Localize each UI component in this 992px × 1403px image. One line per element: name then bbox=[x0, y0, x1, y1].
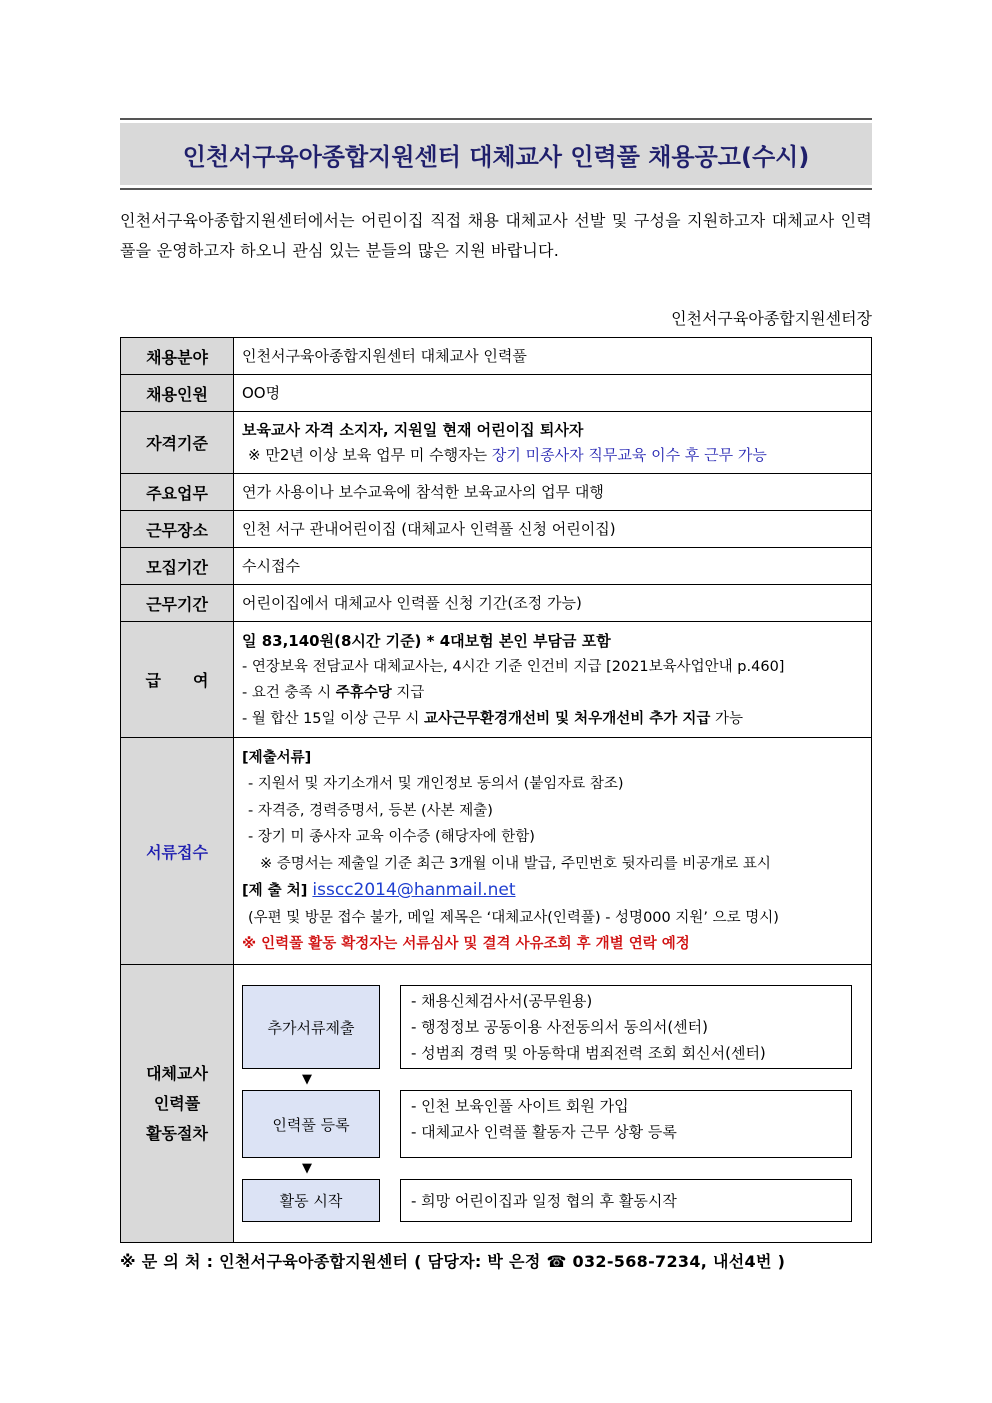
step-box: 인력풀 등록 bbox=[242, 1090, 380, 1158]
row-field bbox=[121, 338, 872, 375]
step-detail bbox=[400, 985, 852, 1069]
step-detail bbox=[400, 1090, 852, 1158]
row-value bbox=[234, 412, 872, 474]
row-value: 수시접수 bbox=[234, 548, 872, 585]
arrow-down-icon: ▼ bbox=[302, 1161, 312, 1176]
row-pay bbox=[121, 622, 872, 738]
qual-line1: 보육교사 자격 소지자, 지원일 현재 어린이집 퇴사자 bbox=[242, 420, 584, 439]
step-item: - 성범죄 경력 및 아동학대 범죄전력 조회 회신서(센터) bbox=[411, 1044, 766, 1062]
row-period bbox=[121, 548, 872, 585]
step-item: - 인천 보육인풀 사이트 회원 가입 bbox=[411, 1097, 629, 1115]
row-label: 모집기간 bbox=[121, 548, 234, 585]
row-value: OO명 bbox=[234, 375, 872, 412]
page-title: 인천서구육아종합지원센터 대체교사 인력풀 채용공고(수시) bbox=[120, 123, 872, 185]
row-value bbox=[234, 965, 872, 1243]
docs-item: - 지원서 및 자기소개서 및 개인정보 동의서 (붙임자료 참조) bbox=[248, 776, 624, 792]
proc-label-line: 활동절차 bbox=[146, 1123, 208, 1143]
row-value: 인천 서구 관내어린이집 (대체교사 인력풀 신청 어린이집) bbox=[234, 511, 872, 548]
submit-note: (우편 및 방문 접수 불가, 메일 제목은 ‘대체교사(인력풀) - 성명000 지원’ 으로 명시) bbox=[248, 909, 779, 926]
docs-head: [제출서류] bbox=[242, 749, 312, 766]
pay-line4-c: 가능 bbox=[710, 710, 743, 727]
signer: 인천서구육아종합지원센터장 bbox=[671, 309, 872, 328]
intro-text: 인천서구육아종합지원센터에서는 어린이집 직접 채용 대체교사 선발 및 구성을 지원하고자 대체교사 인력풀을 운영하고자 하오니 관심 있는 분들의 많은 지원 바랍니다. bbox=[120, 211, 872, 260]
title-box bbox=[120, 118, 872, 190]
step-item: - 행정정보 공동이용 사전동의서 동의서(센터) bbox=[411, 1018, 709, 1036]
qual-line2-a: ※ 만2년 이상 보육 업무 미 수행자는 bbox=[248, 445, 492, 464]
notice-document bbox=[120, 118, 872, 1272]
row-label: 자격기준 bbox=[121, 412, 234, 474]
qual-line2 bbox=[242, 443, 863, 468]
email-link[interactable]: isscc2014@hanmail.net bbox=[312, 880, 516, 900]
row-term bbox=[121, 585, 872, 622]
row-place bbox=[121, 511, 872, 548]
docs-note: ※ 증명서는 제출일 기준 최근 3개월 이내 발급, 주민번호 뒷자리를 비공개로 표시 bbox=[260, 855, 771, 872]
proc-label-line: 인력풀 bbox=[153, 1093, 201, 1113]
docs-warning: ※ 인력풀 활동 확정자는 서류심사 및 결격 사유조회 후 개별 연락 예정 bbox=[242, 936, 690, 952]
row-label: 채용분야 bbox=[121, 338, 234, 375]
row-label: 채용인원 bbox=[121, 375, 234, 412]
arrow-down-icon: ▼ bbox=[302, 1072, 312, 1087]
row-procedure bbox=[121, 965, 872, 1243]
procedure-flow bbox=[234, 965, 871, 1239]
pay-line4-b: 교사근무환경개선비 및 처우개선비 추가 지급 bbox=[424, 710, 711, 727]
row-value bbox=[234, 738, 872, 965]
recruitment-table bbox=[120, 337, 872, 1243]
qual-line2-b: 장기 미종사자 직무교육 이수 후 근무 가능 bbox=[491, 445, 767, 464]
pay-line3 bbox=[242, 680, 863, 706]
pay-line4-a: - 월 합산 15일 이상 근무 시 bbox=[242, 710, 425, 727]
contact-footer: ※ 문 의 처 : 인천서구육아종합지원센터 ( 담당자: 박 은정 ☎ 032-568-7234, 내선4번 ) bbox=[120, 1252, 786, 1271]
docs-item: - 자격증, 경력증명서, 등본 (사본 제출) bbox=[248, 802, 493, 819]
row-documents bbox=[121, 738, 872, 965]
row-count bbox=[121, 375, 872, 412]
proc-label-line: 대체교사 bbox=[146, 1063, 208, 1083]
step-box: 활동 시작 bbox=[242, 1179, 380, 1222]
step-box: 추가서류제출 bbox=[242, 985, 380, 1069]
pay-line3-c: 지급 bbox=[391, 684, 425, 701]
row-value: 연가 사용이나 보수교육에 참석한 보육교사의 업무 대행 bbox=[234, 474, 872, 511]
row-label: 서류접수 bbox=[121, 738, 234, 965]
row-duty bbox=[121, 474, 872, 511]
row-label: 근무기간 bbox=[121, 585, 234, 622]
pay-line2: - 연장보육 전담교사 대체교사는, 4시간 기준 인건비 지급 [2021보육사업안내 p.460] bbox=[242, 658, 785, 675]
row-label: 근무장소 bbox=[121, 511, 234, 548]
step-item: - 채용신체검사서(공무원용) bbox=[411, 992, 593, 1010]
step-item: - 대체교사 인력풀 활동자 근무 상황 등록 bbox=[411, 1123, 677, 1141]
row-value: 인천서구육아종합지원센터 대체교사 인력풀 bbox=[234, 338, 872, 375]
pay-line1: 일 83,140원(8시간 기준) * 4대보험 본인 부담금 포함 bbox=[242, 631, 611, 650]
pay-line3-b: 주휴수당 bbox=[335, 684, 392, 701]
pay-line4 bbox=[242, 706, 863, 732]
pay-line3-a: - 요건 충족 시 bbox=[242, 684, 336, 701]
row-label bbox=[121, 965, 234, 1243]
row-label: 주요업무 bbox=[121, 474, 234, 511]
docs-item: - 장기 미 종사자 교육 이수증 (해당자에 한함) bbox=[248, 829, 535, 845]
row-qualification bbox=[121, 412, 872, 474]
docs-submit bbox=[242, 877, 863, 905]
row-value: 어린이집에서 대체교사 인력풀 신청 기간(조정 가능) bbox=[234, 585, 872, 622]
step-item: - 희망 어린이집과 일정 협의 후 활동시작 bbox=[411, 1191, 677, 1210]
row-value bbox=[234, 622, 872, 738]
submit-label: [제 출 처] bbox=[242, 883, 313, 899]
step-detail bbox=[400, 1179, 852, 1222]
row-label: 급 여 bbox=[121, 622, 234, 738]
